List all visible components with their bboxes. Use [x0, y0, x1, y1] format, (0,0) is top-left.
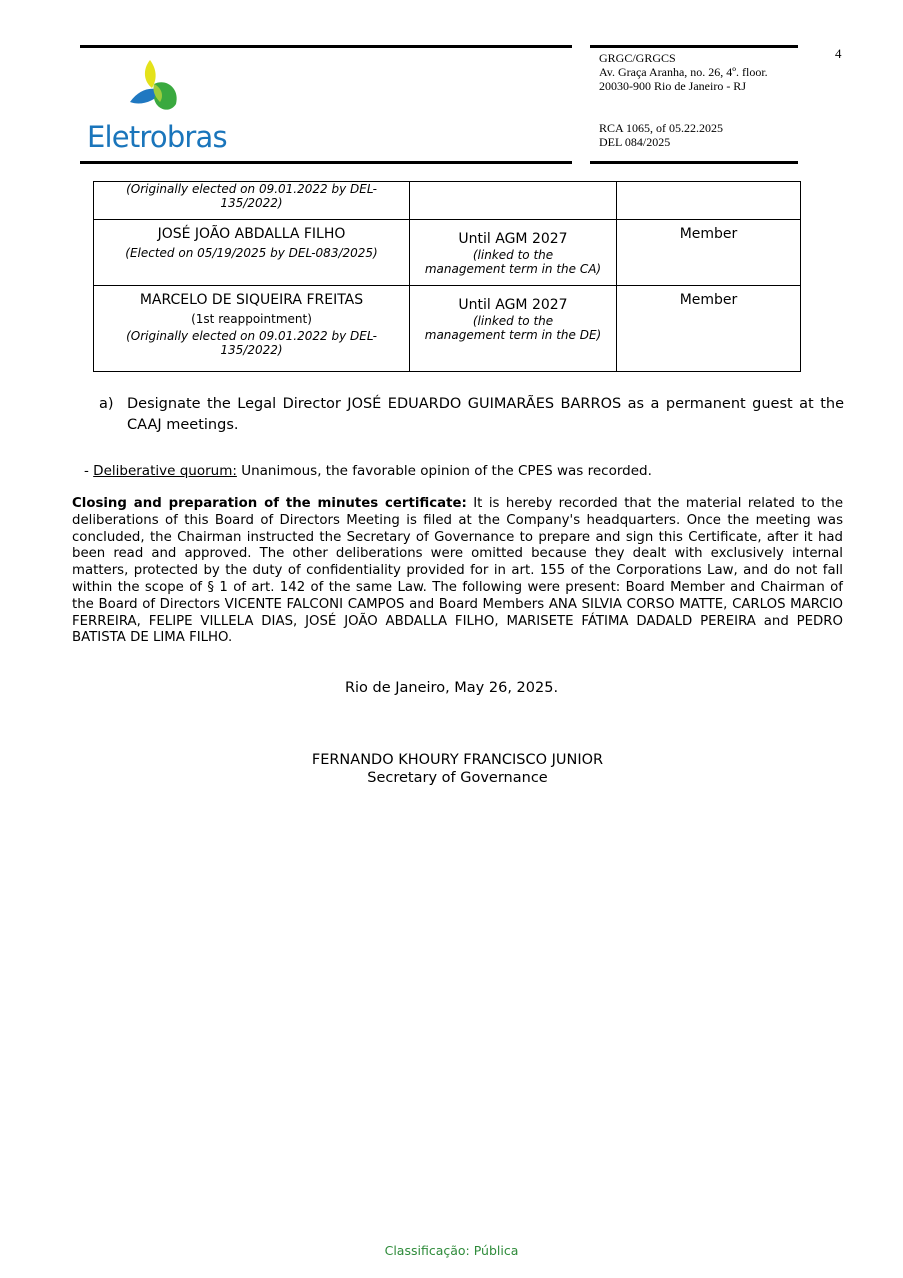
classification-label: Classificação: Pública: [384, 1243, 519, 1258]
eletrobras-logo-icon: [128, 58, 184, 120]
role-text: Member: [679, 226, 738, 242]
table-cell: [617, 182, 801, 220]
address-line: Av. Graça Aranha, no. 26, 4º. floor.: [599, 65, 768, 79]
table-cell: [617, 220, 801, 286]
table-row: [94, 286, 801, 372]
table-cell: [410, 220, 617, 286]
address-line: 20030-900 Rio de Janeiro - RJ: [599, 79, 746, 93]
table-cell: [410, 286, 617, 372]
term-note: (linked to the management term in the CA): [424, 248, 602, 276]
header-address-box: [590, 45, 798, 164]
reappointment-note: (1st reappointment): [191, 312, 312, 326]
table-cell: [94, 286, 410, 372]
member-name: JOSÉ JOÃO ABDALLA FILHO: [157, 226, 346, 242]
list-item-a: [99, 394, 844, 436]
place-date: Rio de Janeiro, May 26, 2025.: [344, 680, 559, 696]
quorum-dash: -: [84, 463, 94, 479]
quorum-text: Unanimous, the favorable opinion of the CPES was recorded.: [236, 463, 652, 479]
election-note: (Originally elected on 09.01.2022 by DEL- 135/2022): [126, 329, 377, 357]
signatory-name: FERNANDO KHOURY FRANCISCO JUNIOR: [311, 752, 604, 768]
header-logo-box: [80, 45, 572, 164]
list-marker: a): [99, 396, 114, 412]
reference-block: [599, 121, 723, 149]
reference-line: RCA 1065, of 05.22.2025: [599, 121, 724, 135]
role-text: Member: [679, 292, 738, 308]
closing-paragraph: [72, 496, 843, 647]
table-cell: [617, 286, 801, 372]
term-text: Until AGM 2027: [458, 231, 568, 247]
list-item-text: Designate the Legal Director JOSÉ EDUARDO GUIMARÃES BARROS as a permanent guest at the CAAJ meetings.: [127, 396, 844, 433]
table-cell: [410, 182, 617, 220]
election-note: (Originally elected on 09.01.2022 by DEL- 135/2022): [126, 182, 377, 210]
table-row: [94, 220, 801, 286]
closing-heading: Closing and preparation of the minutes certificate:: [72, 496, 467, 511]
signatory-title: Secretary of Governance: [367, 770, 548, 786]
page-number: 4: [835, 46, 842, 61]
signature-block: [0, 751, 903, 787]
logo-wordmark: Eletrobras: [87, 120, 227, 154]
address-block: [599, 51, 768, 93]
table-cell: [94, 220, 410, 286]
table-cell: [94, 182, 410, 220]
election-note: (Elected on 05/19/2025 by DEL-083/2025): [125, 246, 378, 260]
quorum-label: Deliberative quorum:: [93, 463, 237, 479]
reference-line: DEL 084/2025: [599, 135, 671, 149]
closing-text: It is hereby recorded that the material related to the deliberations of this Board of Directors Meeting is filed at the Company's headquarters. Once the meeting was concluded, the Chairman instructed the Secretary of Governance to prepare and sign this Certificate, after it had been read and approved. The other deliberations were omitted because they dealt with exclusively internal matters, protected by the duty of confidentiality provided for in art. 155 of the Corporations Law, and do not fall within the scope of § 1 of art. 142 of the same Law. The following were present: Board Member and Chairman of the Board of Directors VICENTE FALCONI CAMPOS and Board Members ANA SILVIA CORSO MATTE, CARLOS MARCIO FERREIRA, FELIPE VILLELA DIAS, JOSÉ JOÃO ABDALLA FILHO, MARISETE FÁTIMA DADALD PEREIRA and PEDRO BATISTA DE LIMA FILHO.: [72, 496, 843, 646]
members-table: [93, 181, 801, 372]
term-text: Until AGM 2027: [458, 297, 568, 313]
member-name: MARCELO DE SIQUEIRA FREITAS: [139, 292, 364, 308]
table-row: [94, 182, 801, 220]
deliberative-quorum: [84, 462, 652, 480]
term-note: (linked to the management term in the DE): [424, 314, 602, 342]
address-line: GRGC/GRGCS: [599, 51, 676, 65]
